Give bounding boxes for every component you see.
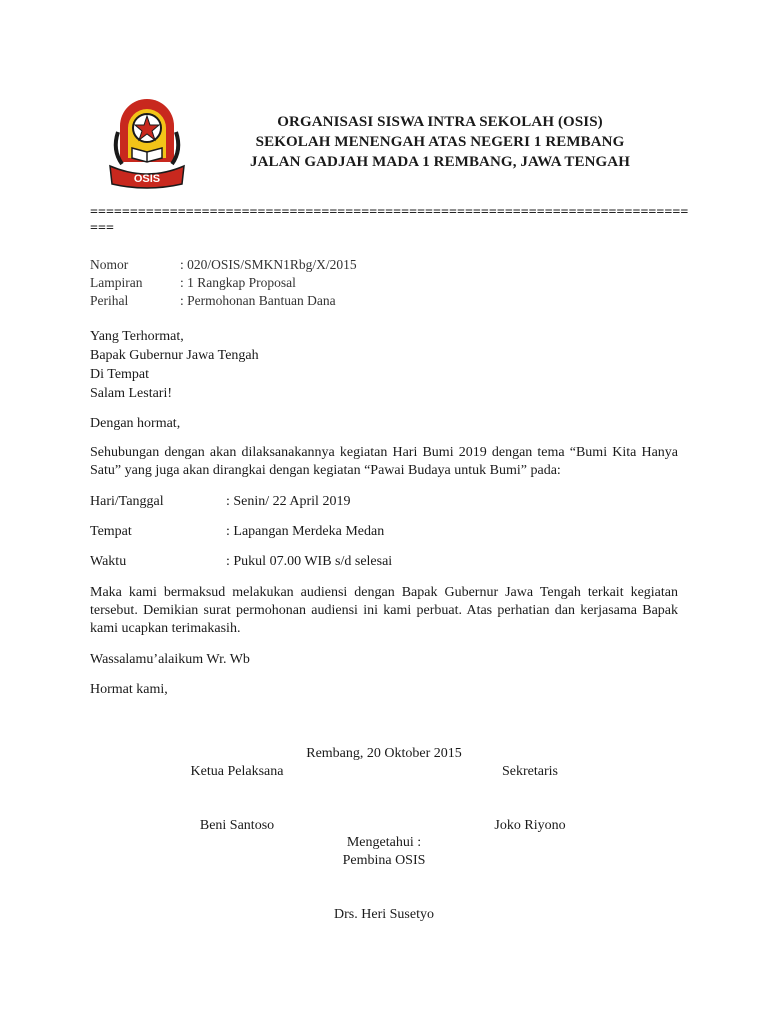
role-left: Ketua Pelaksana: [190, 764, 284, 779]
closing-paragraph: Maka kami bermaksud melakukan audiensi dengan Bapak Gubernur Jawa Tengah terkait kegiatan tersebut. Demikian surat permohonan audiensi ini kami perbuat. Atas perhatian dan kerjasama Bapak kami ucapkan terimakasih.: [90, 585, 678, 636]
detail-value-place: : Lapangan Merdeka Medan: [226, 524, 385, 539]
detail-label-time: Waktu: [90, 554, 127, 569]
regards: Hormat kami,: [90, 682, 168, 697]
detail-label-date: Hari/Tanggal: [90, 494, 164, 509]
recipient-line-4: Salam Lestari!: [90, 386, 173, 401]
name-left: Beni Santoso: [199, 818, 275, 833]
meta-label-nomor: Nomor: [90, 257, 129, 272]
salutation: Wassalamu’alaikum Wr. Wb: [90, 652, 250, 667]
school-address: JALAN GADJAH MADA 1 REMBANG, JAWA TENGAH: [250, 154, 630, 170]
place-date: Rembang, 20 Oktober 2015: [306, 746, 462, 761]
meta-value-nomor: : 020/OSIS/SMKN1Rbg/X/2015: [180, 257, 357, 272]
school-name: SEKOLAH MENENGAH ATAS NEGERI 1 REMBANG: [255, 134, 625, 150]
role-bottom: Pembina OSIS: [342, 853, 426, 868]
recipient-line-1: Yang Terhormat,: [90, 329, 184, 344]
letterhead: [195, 112, 685, 172]
name-bottom: Drs. Heri Susetyo: [334, 907, 434, 922]
meta-label-perihal: Perihal: [90, 293, 129, 308]
detail-value-date: : Senin/ 22 April 2019: [226, 494, 351, 509]
detail-value-time: : Pukul 07.00 WIB s/d selesai: [226, 554, 393, 569]
intro-paragraph: Sehubungan dengan akan dilaksanakannya kegiatan Hari Bumi 2019 dengan tema “Bumi Kita Hanya Satu” yang juga akan dirangkai dengan kegiatan “Pawai Budaya untuk Bumi” pada:: [90, 445, 678, 478]
osis-logo: [106, 92, 188, 190]
recipient-line-3: Di Tempat: [90, 367, 150, 382]
header-separator: ==============================================================================: [90, 205, 689, 236]
name-right: Joko Riyono: [494, 818, 566, 833]
logo-text: OSIS: [133, 173, 161, 185]
meta-value-lampiran: : 1 Rangkap Proposal: [180, 275, 296, 290]
greeting: Dengan hormat,: [90, 416, 181, 431]
meta-value-perihal: : Permohonan Bantuan Dana: [180, 293, 336, 308]
org-name: ORGANISASI SISWA INTRA SEKOLAH (OSIS): [277, 114, 603, 130]
detail-label-place: Tempat: [90, 524, 132, 539]
recipient-line-2: Bapak Gubernur Jawa Tengah: [90, 348, 259, 363]
meta-label-lampiran: Lampiran: [90, 275, 143, 290]
acknowledged-label: Mengetahui :: [346, 835, 422, 850]
role-right: Sekretaris: [502, 764, 558, 779]
